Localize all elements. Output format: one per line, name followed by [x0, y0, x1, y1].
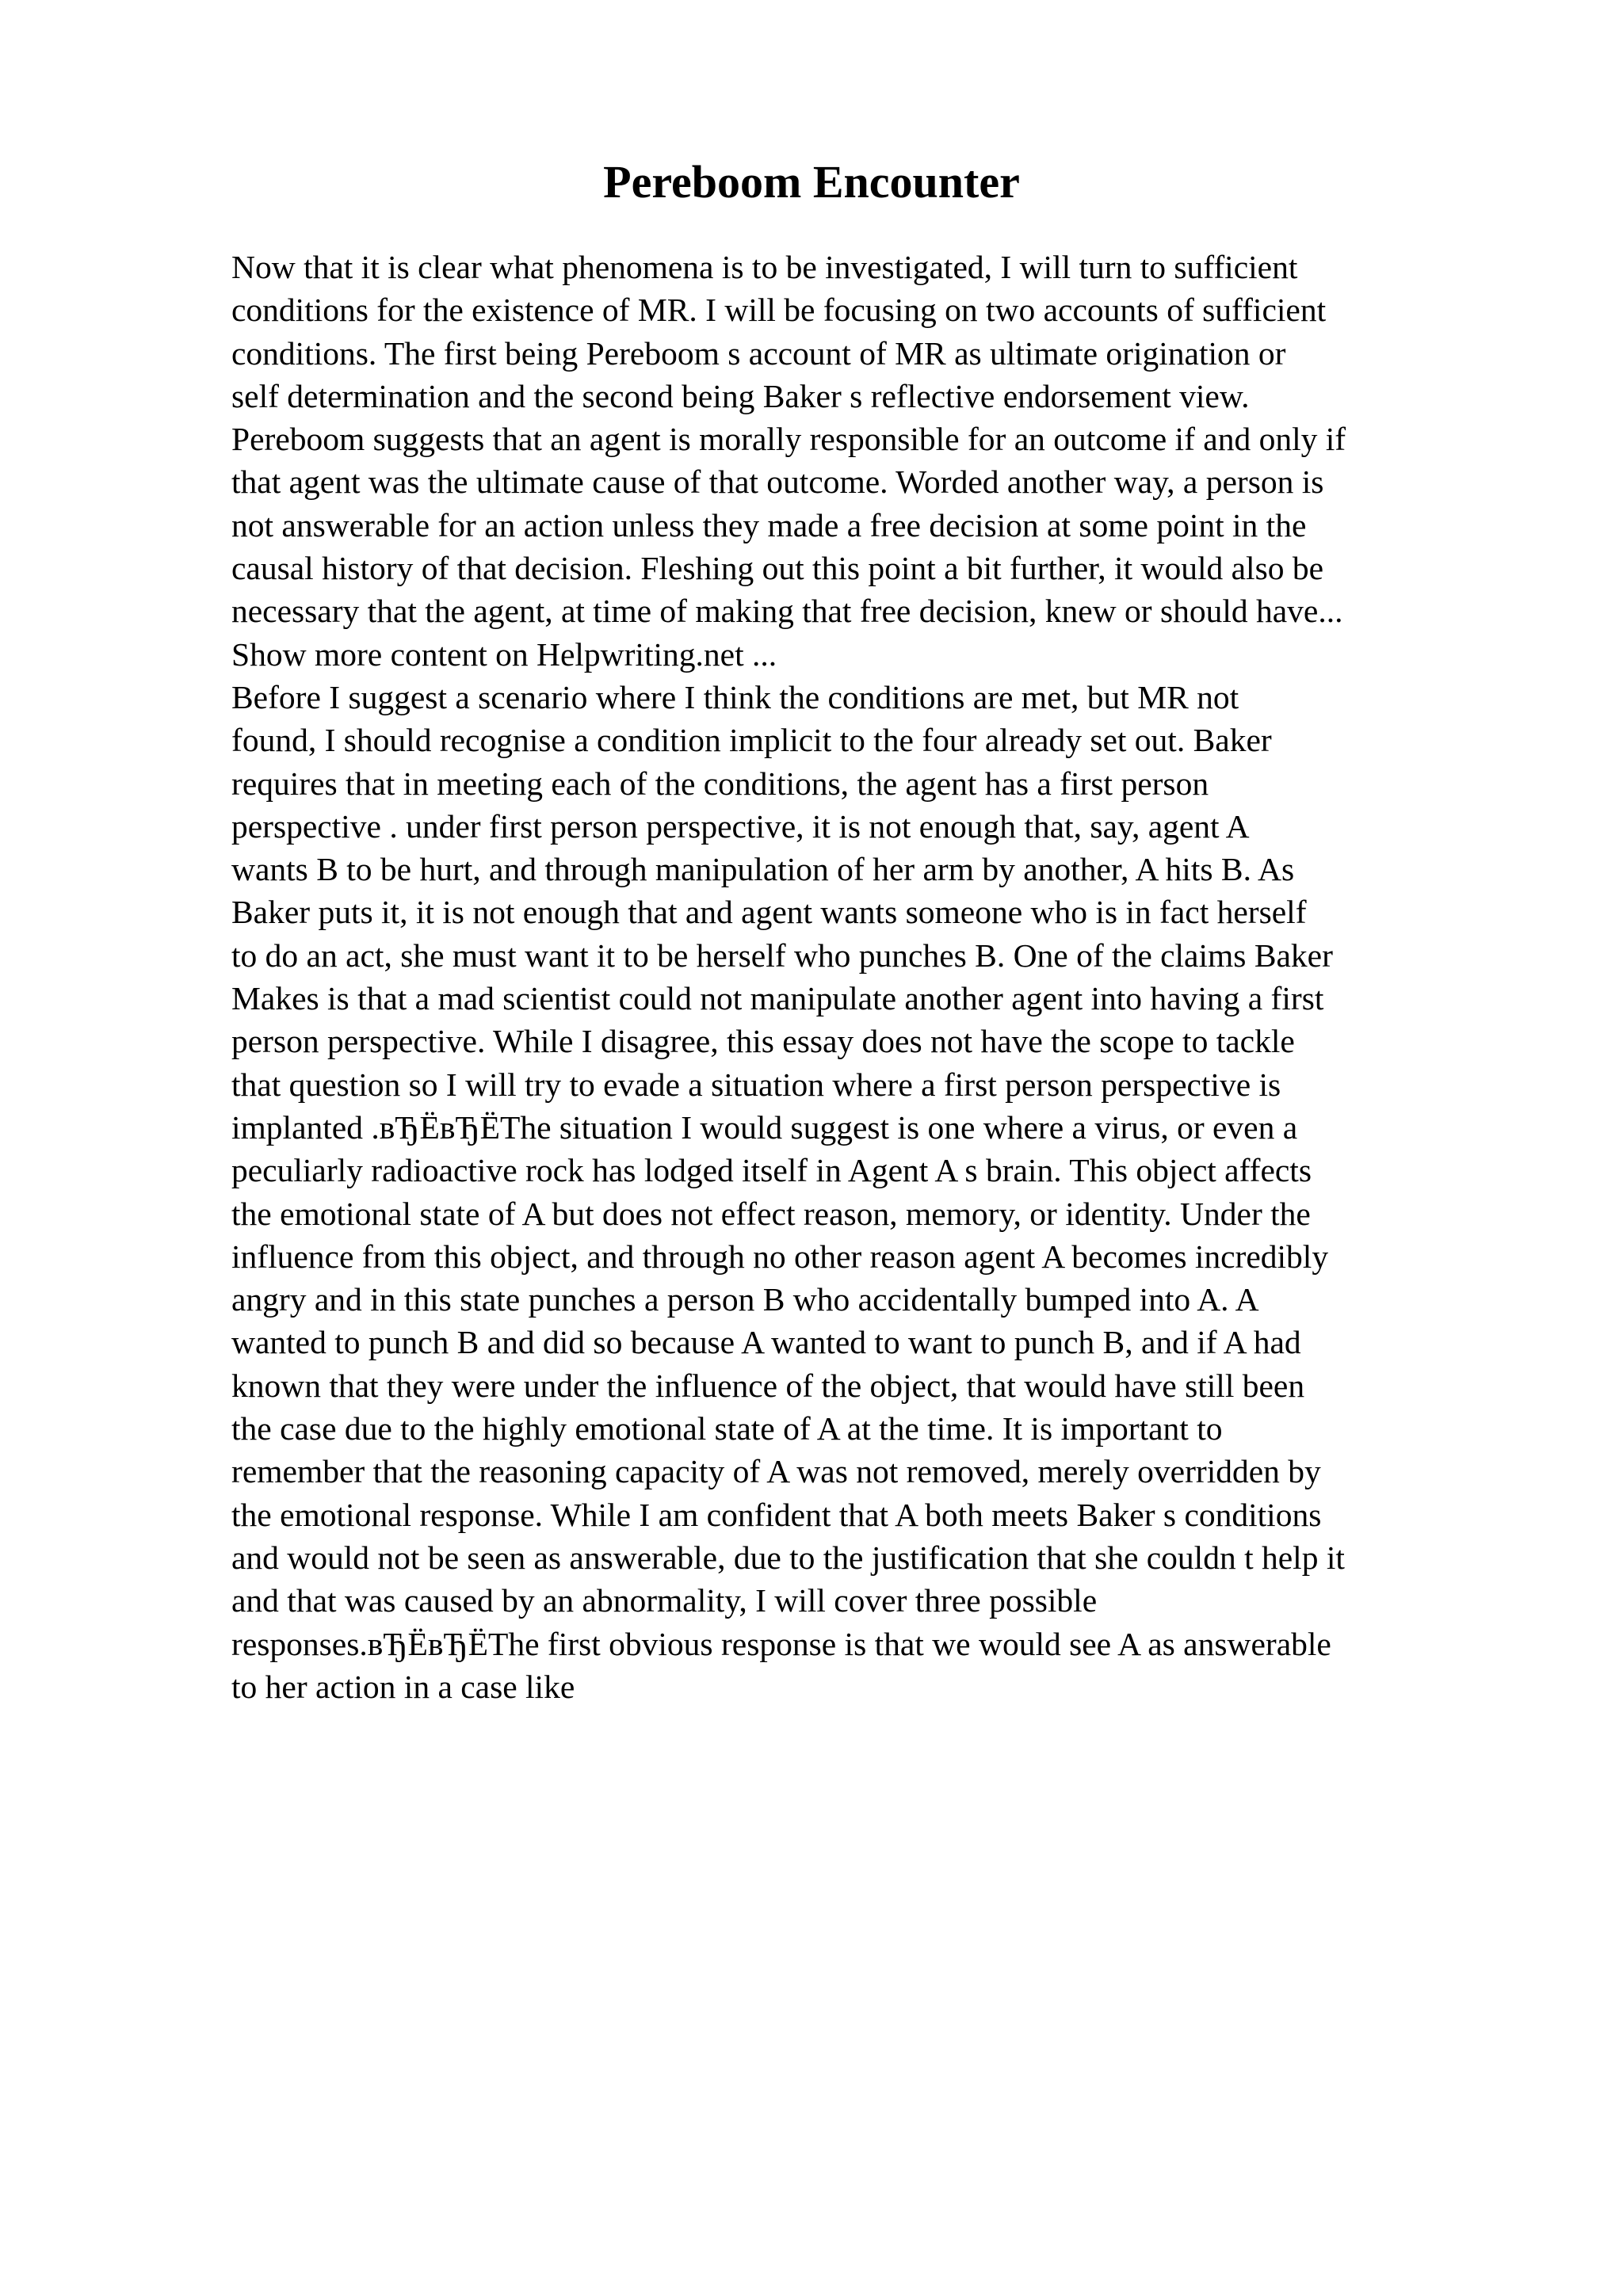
body-line: the emotional state of A but does not effect reason, memory, or identity. Under the [231, 1195, 1311, 1232]
page-title: Pereboom Encounter [603, 156, 1020, 208]
body-line: the emotional response. While I am confident that A both meets Baker s conditions [231, 1496, 1322, 1533]
body-line: Pereboom suggests that an agent is morally responsible for an outcome if and only if [231, 421, 1346, 458]
body-line: and would not be seen as answerable, due to the justification that she couldn t help it [231, 1539, 1345, 1576]
body-line: conditions for the existence of MR. I will be focusing on two accounts of sufficient [231, 292, 1327, 329]
body-line: to do an act, she must want it to be herself who punches B. One of the claims Baker [231, 936, 1333, 974]
body-line: Baker puts it, it is not enough that and agent wants someone who is in fact herself [231, 894, 1307, 931]
body-line: influence from this object, and through no other reason agent A becomes incredibly [231, 1238, 1329, 1275]
body-line: Makes is that a mad scientist could not manipulate another agent into having a first [231, 980, 1324, 1017]
body-line: remember that the reasoning capacity of A was not removed, merely overridden by [231, 1453, 1321, 1490]
body-line: perspective . under first person perspective, it is not enough that, say, agent A [231, 807, 1250, 845]
body-line: found, I should recognise a condition implicit to the four already set out. Baker [231, 722, 1272, 759]
body-line: necessary that the agent, at time of making that free decision, knew or should have... [231, 593, 1343, 630]
body-line: Before I suggest a scenario where I think the conditions are met, but MR not [231, 678, 1239, 715]
body-line: requires that in meeting each of the conditions, the agent has a first person [231, 765, 1209, 802]
body-line: wants B to be hurt, and through manipulation of her arm by another, A hits B. As [231, 851, 1295, 888]
body-line: angry and in this state punches a person B who accidentally bumped into A. A [231, 1281, 1259, 1318]
body-line: causal history of that decision. Fleshing out this point a bit further, it would also be [231, 550, 1324, 587]
document-body [231, 246, 1515, 1708]
body-line: responses.вЂЁвЂЁThe first obvious response is that we would see A as answerable [231, 1625, 1331, 1662]
body-line: peculiarly radioactive rock has lodged itself in Agent A s brain. This object affects [231, 1152, 1312, 1189]
body-line: that agent was the ultimate cause of that outcome. Worded another way, a person is [231, 463, 1324, 501]
body-line: person perspective. While I disagree, this essay does not have the scope to tackle [231, 1023, 1295, 1060]
body-line: self determination and the second being Baker s reflective endorsement view. [231, 377, 1250, 414]
body-line: conditions. The first being Pereboom s account of MR as ultimate origination or [231, 334, 1286, 372]
body-line: that question so I will try to evade a situation where a first person perspective is [231, 1066, 1281, 1103]
show-more-link[interactable]: Show more content on Helpwriting.net ... [231, 635, 777, 673]
body-line: the case due to the highly emotional state of A at the time. It is important to [231, 1410, 1223, 1447]
body-line: to her action in a case like [231, 1668, 575, 1705]
body-line: known that they were under the influence of the object, that would have still been [231, 1367, 1305, 1404]
body-line: not answerable for an action unless they made a free decision at some point in the [231, 506, 1307, 543]
body-line: implanted .вЂЁвЂЁThe situation I would suggest is one where a virus, or even a [231, 1108, 1298, 1146]
body-line: and that was caused by an abnormality, I will cover three possible [231, 1582, 1098, 1619]
body-line: wanted to punch B and did so because A wanted to want to punch B, and if A had [231, 1324, 1301, 1361]
body-line: Now that it is clear what phenomena is to be investigated, I will turn to sufficient [231, 249, 1298, 285]
